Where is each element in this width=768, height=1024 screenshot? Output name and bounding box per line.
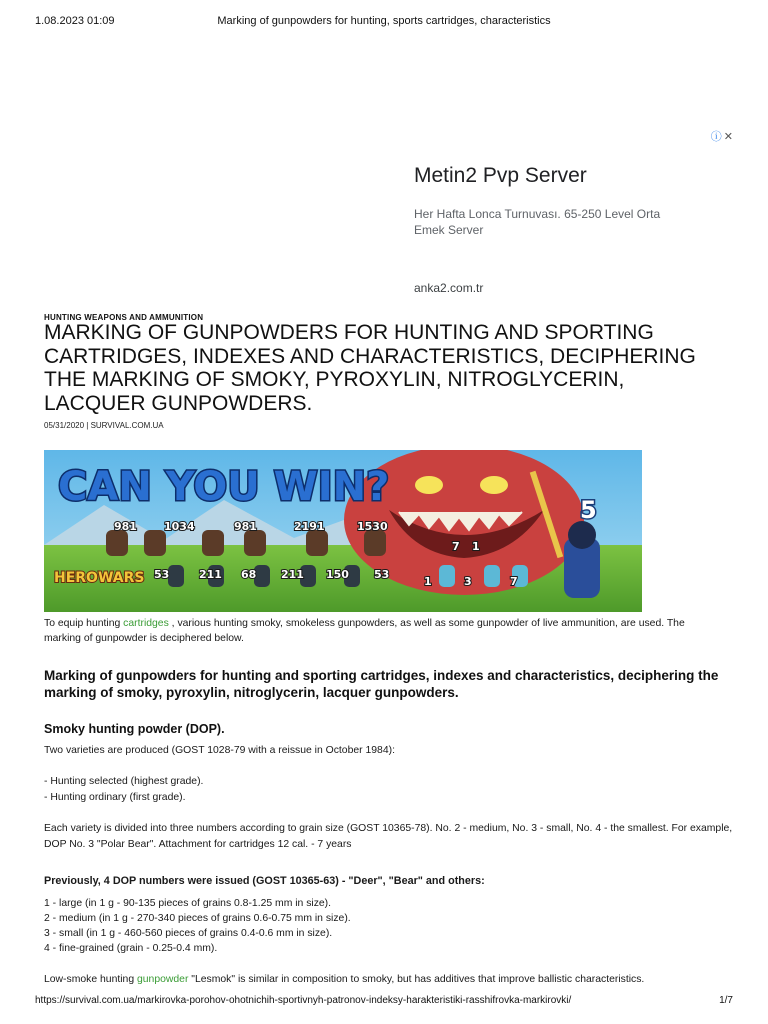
army-count: 1 xyxy=(424,575,432,588)
army-count: 1034 xyxy=(164,520,195,533)
banner-logo: HEROWARS xyxy=(54,570,145,586)
ad-title[interactable]: Metin2 Pvp Server xyxy=(414,164,587,187)
article-category[interactable]: HUNTING WEAPONS AND AMMUNITION xyxy=(44,313,204,322)
list-item: - Hunting selected (highest grade). xyxy=(44,776,204,787)
p4-text: "Lesmok" is similar in composition to smoky, but has additives that improve ballistic characteristics. xyxy=(188,974,645,985)
army-count: 7 xyxy=(452,540,460,553)
ad-banner-herowars[interactable] xyxy=(44,450,700,612)
army-count: 7 xyxy=(510,575,518,588)
paragraph: Two varieties are produced (GOST 1028-79 with a reissue in October 1984): xyxy=(44,745,395,756)
ad-choices[interactable] xyxy=(711,128,733,144)
army-count: 68 xyxy=(241,568,257,581)
section-heading: Marking of gunpowders for hunting and sporting cartridges, indexes and characteristics, deciphering the marking of smoky, pyroxylin, nitroglycerin, lacquer gunpowders. xyxy=(44,668,719,700)
army-count: 3 xyxy=(464,575,472,588)
print-url: https://survival.com.ua/markirovka-porohov-ohotnichih-sportivnyh-patronov-indeksy-harakteristiki-rasshifrovka-markirovki/ xyxy=(35,995,572,1006)
army-count: 211 xyxy=(199,568,222,581)
army-count: 53 xyxy=(374,568,390,581)
paragraph xyxy=(44,972,734,988)
banner-illustration xyxy=(44,450,700,612)
list-item: 3 - small (in 1 g - 460-560 pieces of grains 0.4-0.6 mm in size). xyxy=(44,928,333,939)
adchoices-icon[interactable]: ⓘ xyxy=(710,131,722,143)
list-item: 4 - fine-grained (grain - 0.25-0.4 mm). xyxy=(44,943,218,954)
subsection-heading: Smoky hunting powder (DOP). xyxy=(44,722,225,736)
print-date: 1.08.2023 01:09 xyxy=(35,15,115,27)
ad-domain[interactable]: anka2.com.tr xyxy=(414,281,484,295)
print-header xyxy=(35,15,733,31)
list-item: - Hunting ordinary (first grade). xyxy=(44,792,186,803)
article-intro xyxy=(44,616,724,646)
army-count: 211 xyxy=(281,568,304,581)
list-item: 2 - medium (in 1 g - 270-340 pieces of grains 0.6-0.75 mm in size). xyxy=(44,913,351,924)
p4-text: Low-smoke hunting xyxy=(44,974,137,985)
hero-count: 5 xyxy=(580,496,597,524)
army-count: 1530 xyxy=(357,520,388,533)
page-number: 1/7 xyxy=(719,995,733,1006)
list-item: 1 - large (in 1 g - 90-135 pieces of grains 0.8-1.25 mm in size). xyxy=(44,898,332,909)
ad-block[interactable] xyxy=(395,126,737,302)
close-icon[interactable]: ✕ xyxy=(723,131,733,143)
article-title: MARKING OF GUNPOWDERS FOR HUNTING AND SPORTING CARTRIDGES, INDEXES AND CHARACTERISTICS, DECIPHERING THE MARKING OF SMOKY, PYROXYLIN, NITROGLYCERIN, LACQUER GUNPOWDERS. xyxy=(44,321,696,415)
army-count: 53 xyxy=(154,568,170,581)
gunpowder-link[interactable]: gunpowder xyxy=(137,974,189,985)
banner-headline: CAN YOU WIN? xyxy=(58,464,390,510)
army-count: 2191 xyxy=(294,520,325,533)
ad-description: Her Hafta Lonca Turnuvası. 65-250 Level Orta Emek Server xyxy=(414,207,661,237)
article-meta: 05/31/2020 | SURVIVAL.COM.UA xyxy=(44,421,164,430)
print-footer xyxy=(35,995,733,1009)
army-count: 1 xyxy=(472,540,480,553)
intro-text: To equip hunting xyxy=(44,618,124,629)
cartridges-link[interactable]: cartridges xyxy=(123,618,169,629)
intro-text: , various hunting smoky, smokeless gunpowders, as well as some gunpowder of live ammunition, are used. The marking of gunpowder is deciphered below. xyxy=(44,618,685,644)
army-count: 981 xyxy=(114,520,137,533)
print-doc-title: Marking of gunpowders for hunting, sports cartridges, characteristics xyxy=(217,15,551,27)
paragraph-bold: Previously, 4 DOP numbers were issued (GOST 10365-63) - "Deer", "Bear" and others: xyxy=(44,875,485,887)
army-count: 150 xyxy=(326,568,349,581)
army-count: 981 xyxy=(234,520,257,533)
paragraph: Each variety is divided into three numbers according to grain size (GOST 10365-78). No. 2 - medium, No. 3 - small, No. 4 - the smallest. For example, DOP No. 3 "Polar Bear". Attachment for cartridges 12 cal. - 7 years xyxy=(44,823,733,850)
